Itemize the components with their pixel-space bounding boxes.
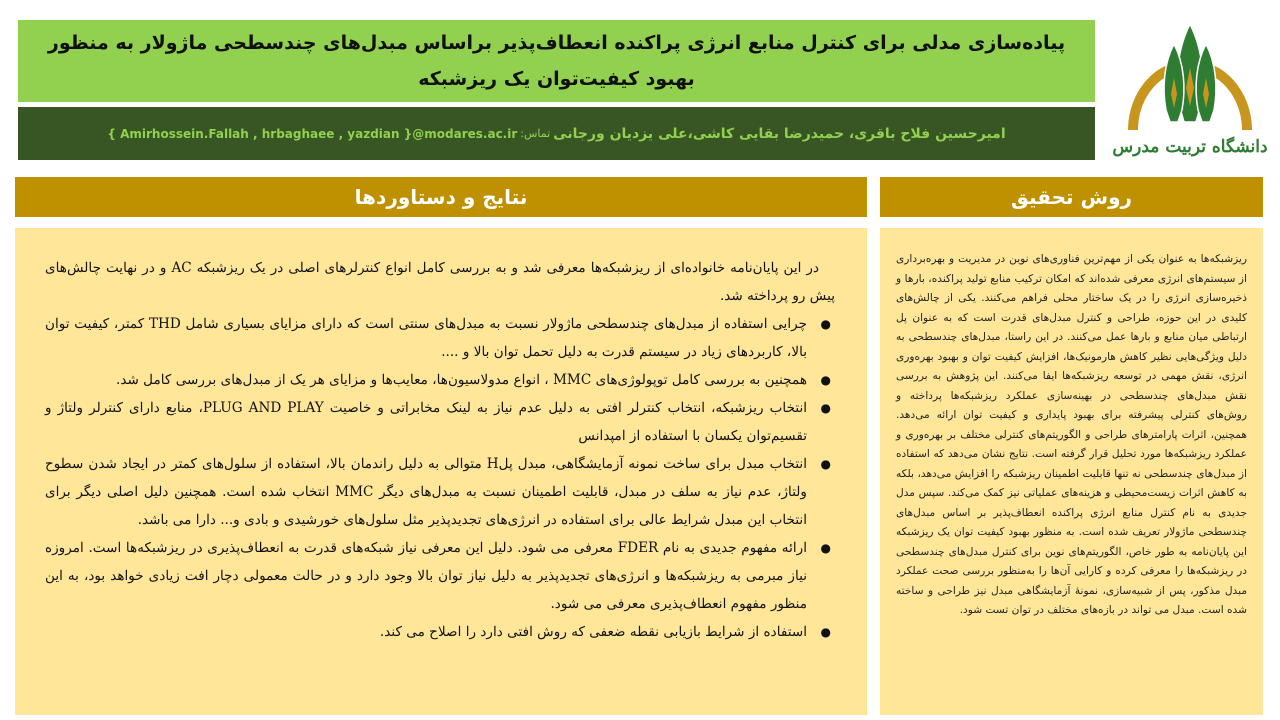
author-bar [18, 107, 1095, 160]
contact-emails: { Amirhossein.Fallah , hrbaghaee , yazdian }@modares.ac.ir [107, 126, 518, 141]
results-intro: در این پایان‌نامه خانواده‌ای از ریزشبکه‌ها معرفی شد و به بررسی کامل انواع کنترلرهای اصلی در یک ریزشبکه AC و در نهایت چالش‌های پیش رو پرداخته شد. [45, 260, 835, 304]
results-heading [15, 177, 867, 217]
list-item: ● انتخاب مبدل برای ساخت نمونه آزمایشگاهی، مبدل پلH متوالی به دلیل راندمان بالا، استفاده از سلول‌های کمتر در ایجاد شدن سطوح ولتاژ، عدم نیاز به سلف در مبدل، قابلیت اطمینان نسبت به مبدل‌های دیگر MMC انتخاب شده است. همچنین دلیل اصلی دیگر برای انتخاب این مبدل شرایط عالی برای استفاده در انرژی‌های تجدیدپذیر مثل سلول‌های خورشیدی و بادی و... دارا می باشد. [45, 450, 807, 534]
logo-graphic [1110, 18, 1270, 163]
list-item: ● چرایی استفاده از مبدل‌های چندسطحی ماژولار نسبت به مبدل‌های سنتی است که دارای مزایای بسیاری شامل THD کمتر، کیفیت توان بالا، کاربردهای زیاد در سیستم قدرت به دلیل تحمل توان بالا و .... [45, 310, 807, 366]
method-panel [880, 228, 1263, 715]
list-item: ● انتخاب ریزشبکه، انتخاب کنترلر افتی به دلیل عدم نیاز به لینک مخابراتی و خاصیت PLUG AND PLAY، منابع دارای کنترلر ولتاژ و تقسیم‌توان یکسان با استفاده از امپدانس [45, 394, 807, 450]
university-logo [1110, 18, 1270, 163]
contact-label: تماس: [520, 127, 551, 140]
method-body: ریزشبکه‌ها به عنوان یکی از مهم‌ترین فناوری‌های نوین در مدیریت و بهره‌برداری از سیستم‌های انرژی معرفی شده‌اند که امکان ترکیب منابع تولید پراکنده، بارها و ذخیره‌سازی انرژی را در یک ساختار محلی فراهم می‌کنند. یکی از چالش‌های کلیدی در این حوزه، طراحی و کنترل مبدل‌های قدرت است که به عنوان پل ارتباطی میان منابع و بارها عمل می‌کنند. در این راستا، مبدل‌های چندسطحی به دلیل ویژگی‌هایی نظیر کاهش هارمونیک‌ها، افزایش کیفیت توان و بهبود بهره‌وری انرژی، نقش مهمی در توسعه ریزشبکه‌ها ایفا می‌کنند. این پژوهش به بررسی نقش مبدل‌های چندسطحی در بهینه‌سازی عملکرد ریزشبکه‌ها پرداخته و روش‌های کنترلی پیشرفته برای بهبود پایداری و کیفیت توان ارائه می‌دهد. همچنین، اثرات پارامترهای طراحی و الگوریتم‌های کنترلی مختلف بر بهره‌وری و عملکرد ریزشبکه‌ها مورد تحلیل قرار گرفته است. نتایج نشان می‌دهد که استفاده از مبدل‌های چندسطحی نه تنها قابلیت اطمینان ریزشبکه را افزایش می‌دهد، بلکه به کاهش اثرات زیست‌محیطی و هزینه‌های عملیاتی نیز کمک می‌کند. سپس مدل جدیدی به نام کنترل منابع انرژی پراکنده انعطاف‌پذیر بر اساس مبدل‌های چندسطحی ماژولار تعریف شده است. به منظور بهبود کیفیت توان یک ریزشبکه این پایان‌نامه به طور خاص، الگوریتم‌های نوین برای کنترل مبدل‌های چندسطحی در ریزشبکه‌ها را معرفی کرده و کارایی آن‌ها را به‌منظور بررسی صحت عملکرد مبدل مذکور، پس از شبیه‌سازی، نمونهٔ آزمایشگاهی مبدل نیز طراحی و ساخته شده است. مبدل می تواند در بازه‌های مختلف در توان تست شود. [896, 253, 1247, 616]
method-heading-text: روش تحقیق [1011, 185, 1133, 209]
bullet-icon: ● [820, 373, 831, 387]
title-banner [18, 20, 1095, 102]
authors: امیرحسین فلاح باقری، حمیدرضا بقایی کاشی،علی یزدیان ورجانی [553, 125, 1006, 142]
logo-text: دانشگاه تربیت مدرس [1112, 137, 1268, 157]
bullet-icon: ● [820, 317, 831, 331]
list-item: ● همچنین به بررسی کامل توپولوژی‌های MMC ، انواع مدولاسیون‌ها، معایب‌ها و مزایای هر یک از مبدل‌های بررسی کامل شد. [45, 366, 807, 394]
poster-title: پیاده‌سازی مدلی برای کنترل منابع انرژی پراکنده انعطاف‌پذیر براساس مبدل‌های چندسطحی ماژولار به منظور بهبود کیفیت‌توان یک ریزشبکه [47, 32, 1066, 90]
bullet-icon: ● [820, 401, 831, 415]
results-panel [15, 228, 867, 715]
method-heading [880, 177, 1263, 217]
list-item: ● ارائه مفهوم جدیدی به نام FDER معرفی می شود. دلیل این معرفی نیاز شبکه‌های قدرت به انعطاف‌پذیری در ریزشبکه‌ها است. امروزه نیاز مبرمی به ریزشبکه‌ها و انرژی‌های تجدیدپذیر به دلیل نیاز توان بالا وجود دارد و در حالت معمولی دچار افت زیادی خواهد بود، به این منظور مفهوم انعطاف‌پذیری معرفی می شود. [45, 534, 807, 618]
bullet-icon: ● [820, 457, 831, 471]
list-item: ● استفاده از شرایط بازیابی نقطه ضعفی که روش افتی دارد را اصلاح می کند. [45, 618, 807, 646]
results-heading-text: نتایج و دستاوردها [354, 185, 528, 209]
results-list [45, 310, 835, 646]
bullet-icon: ● [820, 625, 831, 639]
bullet-icon: ● [820, 541, 831, 555]
